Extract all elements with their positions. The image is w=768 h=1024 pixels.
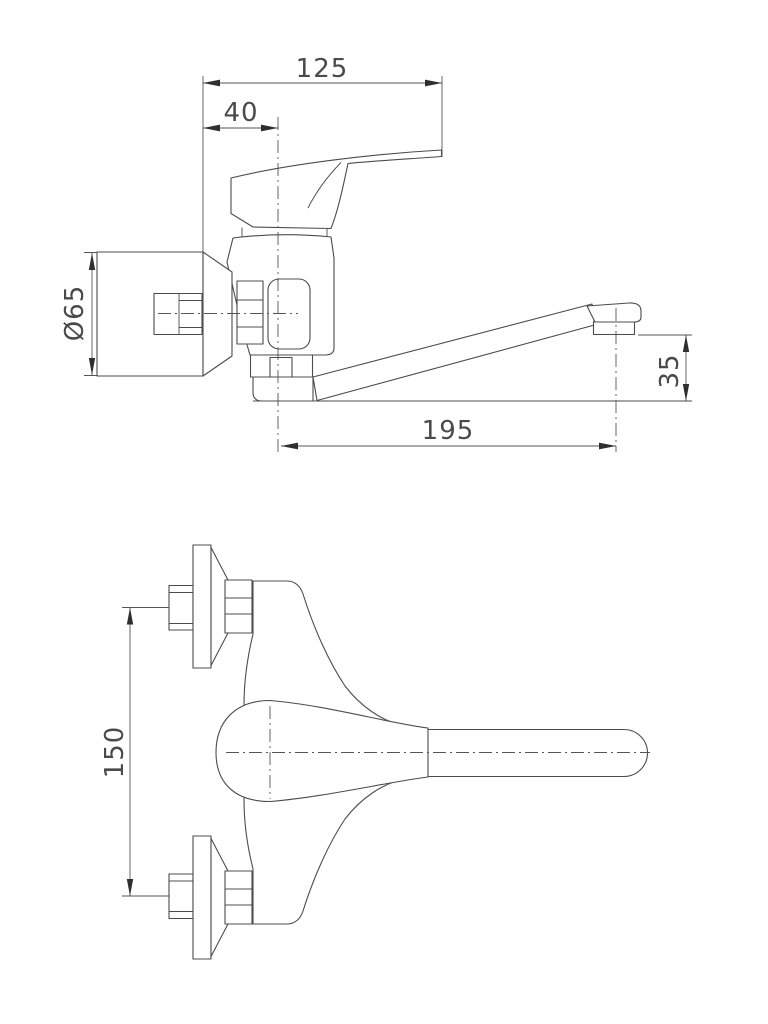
dimension-label-150: 150 [100,725,130,779]
arrowhead [127,608,133,625]
eccentric-cone [203,252,232,376]
spout-arm [313,304,595,401]
lower-wall-connection [169,836,252,959]
arrowhead [127,879,133,896]
arrowhead [683,335,689,352]
lever-handle [231,150,442,229]
side-elevation-view [60,54,692,455]
spout-plan [420,730,648,777]
dimension-label-195: 195 [421,416,475,446]
hex-nut [225,580,252,633]
escutcheon [193,836,211,959]
dimension-label-dia65: Ø65 [60,284,90,342]
threaded-tail [154,294,202,335]
escutcheon [193,545,211,668]
dimension-40 [203,98,278,131]
plan-view [100,545,650,959]
dimension-150 [100,608,207,897]
dimension-195 [281,416,616,449]
dimension-label-35: 35 [655,353,685,389]
spout-outlet-head [587,303,641,322]
spout-base-notch [270,358,292,378]
arrowhead [203,125,220,132]
arrowhead [203,80,220,87]
dimension-dia65 [60,253,97,376]
arrowhead [599,443,616,450]
cartridge-housing [268,279,310,349]
spout-base-lower [253,377,313,401]
handle-knob-plan [216,701,428,802]
arrowhead [425,80,442,87]
dimension-35 [638,335,692,401]
arrowhead [281,443,298,450]
hex-nut [225,871,252,924]
arrowhead [89,253,95,270]
aerator [594,322,635,335]
arrowhead [89,358,95,375]
upper-wall-connection [169,545,252,668]
dimension-label-40: 40 [223,98,259,128]
dimension-label-125: 125 [295,54,349,84]
arrowhead [261,125,278,132]
hex-nut [237,281,263,344]
